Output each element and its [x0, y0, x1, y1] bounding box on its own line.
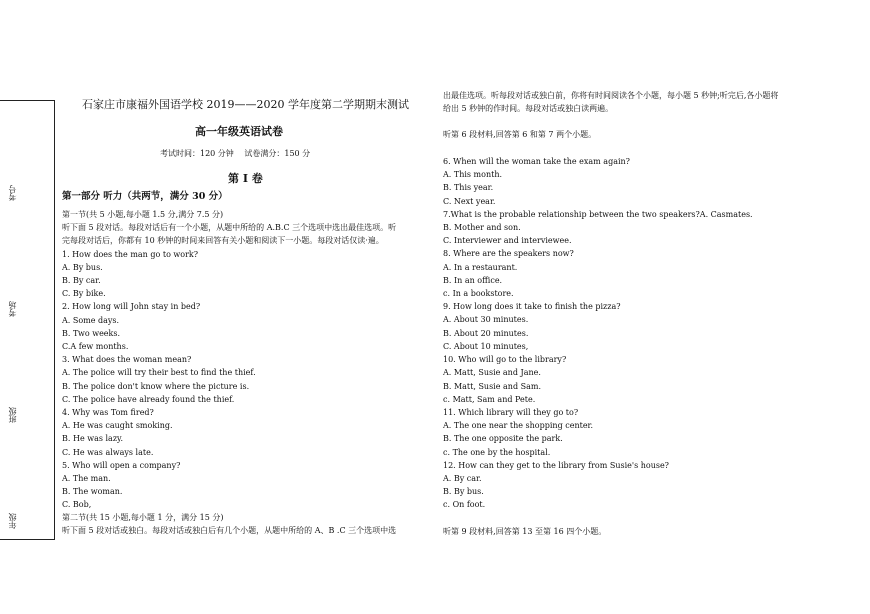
option: A. The one near the shopping center.: [443, 421, 594, 430]
exam-title: 石家庄市康福外国语学校 2019——2020 学年度第二学期期末测试: [82, 98, 409, 111]
option: c. Matt, Sam and Pete.: [443, 395, 536, 404]
option: A. By car.: [443, 474, 482, 483]
text-line: 听第 6 段材料,回答第 6 和第 7 两个小题。: [443, 130, 597, 139]
question: 1. How does the man go to work?: [62, 250, 199, 259]
text-line: 第二节(共 15 小题,每小题 1 分，满分 15 分): [62, 513, 224, 522]
option: A. Some days.: [62, 316, 120, 325]
option: B. This year.: [443, 183, 494, 192]
option: c. The one by the hospital.: [443, 448, 551, 457]
option: C. Bob,: [62, 500, 92, 509]
option: B. By bus.: [443, 487, 484, 496]
exam-subtitle: 高一年级英语试卷: [195, 125, 283, 138]
option: A. The police will try their best to find the thief.: [62, 368, 256, 377]
text-line: 给出 5 秒钟的作时间。每段对话或独白读两遍。: [443, 104, 614, 113]
text-line: 第一节(共 5 小题,每小题 1.5 分,满分 7.5 分): [62, 210, 224, 219]
question: 9. How long does it take to finish the pizza?: [443, 302, 621, 311]
question: 10. Who will go to the library?: [443, 355, 567, 364]
option: A. By bus.: [62, 263, 103, 272]
option: B. He was lazy.: [62, 434, 124, 443]
question: 11. Which library will they go to?: [443, 408, 579, 417]
option: B. About 20 minutes.: [443, 329, 529, 338]
option: C.A few months.: [62, 342, 129, 351]
section-heading: 第一部分 听力（共两节，满分 30 分）: [62, 191, 228, 202]
option: A. Matt, Susie and Jane.: [443, 368, 541, 377]
text-line: 听第 9 段材料,回答第 13 至第 16 四个小题。: [443, 527, 607, 536]
option: c. In a bookstore.: [443, 289, 514, 298]
text-line: 完每段对话后，你都有 10 秒钟的时间来回答有关小题和阅读下一小题。每段对话仅读·遍。: [62, 236, 384, 245]
option: C. He was always late.: [62, 448, 154, 457]
question: 5. Who will open a company?: [62, 461, 181, 470]
option: A. About 30 minutes.: [443, 315, 529, 324]
binding-margin: [0, 100, 55, 540]
option: B. Mother and son.: [443, 223, 521, 232]
option: B. In an office.: [443, 276, 503, 285]
option: B. The police don't know where the picture is.: [62, 382, 250, 391]
volume-label: 第 I 卷: [228, 172, 263, 185]
option: B. The woman.: [62, 487, 123, 496]
text-line: 出最佳选项。听每段对话或独白前，你将有时间阅读各个小题，每小题 5 秒钟;听完后,各小题将: [443, 91, 779, 100]
option: A. This month.: [443, 170, 503, 179]
question: 12. How can they get to the library from Susie's house?: [443, 461, 669, 470]
option: A. He was caught smoking.: [62, 421, 173, 430]
option: B. The one opposite the park.: [443, 434, 563, 443]
option: B. By car.: [62, 276, 101, 285]
option: C. About 10 minutes,: [443, 342, 529, 351]
question: 7.What is the probable relationship between the two speakers?A. Casmates.: [443, 210, 753, 219]
option: A. In a restaurant.: [443, 263, 518, 272]
class-label: 班级: [8, 407, 17, 423]
exam-room-label: 考场: [8, 301, 17, 317]
question: 4. Why was Tom fired?: [62, 408, 154, 417]
exam-info: 考试时间：120 分钟 试卷满分：150 分: [160, 149, 311, 158]
option: B. Matt, Susie and Sam.: [443, 382, 541, 391]
option: B. Two weeks.: [62, 329, 121, 338]
question: 2. How long will John stay in bed?: [62, 302, 201, 311]
grade-label: 年级: [8, 513, 17, 529]
option: C. The police have already found the thief.: [62, 395, 235, 404]
option: C. Interviewer and interviewee.: [443, 236, 572, 245]
question: 8. Where are the speakers now?: [443, 249, 574, 258]
option: C. By bike.: [62, 289, 106, 298]
text-line: 听下面 5 段对话或独白。每段对话或独白后有几个小题，从题中所给的 A、B .C 三个选项中选: [62, 526, 397, 535]
exam-number-label: 考号: [8, 185, 17, 201]
question: 3. What does the woman mean?: [62, 355, 192, 364]
question: 6. When will the woman take the exam again?: [443, 157, 630, 166]
text-line: 听下面 5 段对话。每段对话后有一个小题，从题中所给的 A.B.C 三个选项中选出最佳选项。听: [62, 223, 397, 232]
option: A. The man.: [62, 474, 111, 483]
option: C. Next year.: [443, 197, 496, 206]
option: c. On foot.: [443, 500, 486, 509]
